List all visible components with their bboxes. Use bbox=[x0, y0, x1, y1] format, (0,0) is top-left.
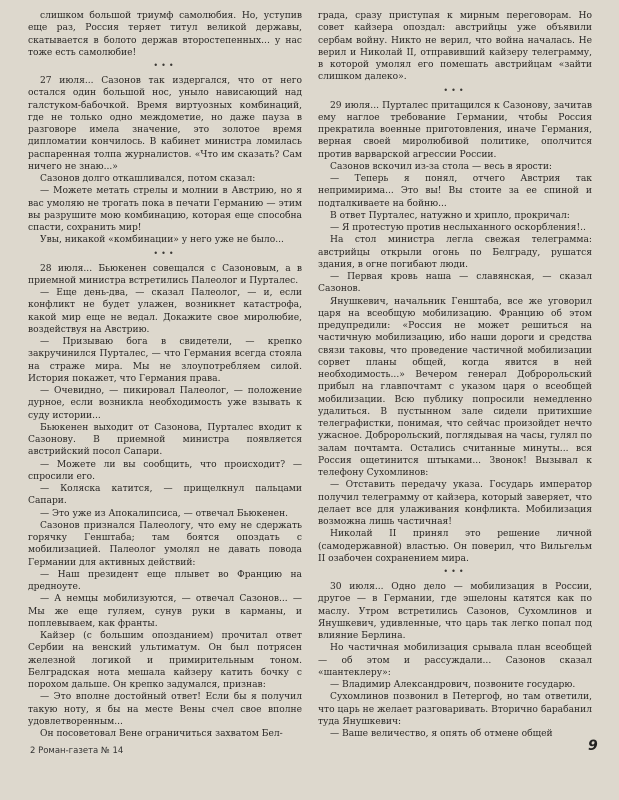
paragraph: 28 июля... Бьюкенен совещался с Сазоновым, а в приемной министра встретились Палеолог и Пурталес. bbox=[28, 263, 302, 286]
page-number: 9 bbox=[588, 738, 598, 754]
paragraph: слишком большой триумф самолюбия. Но, уступив еще раз, Россия теряет титул великой державы, скатывается в болото держав второстепенных... у нас тоже есть самолюбие! bbox=[28, 11, 302, 58]
paragraph: В ответ Пурталес, натужно и хрипло, прокричал: bbox=[330, 210, 570, 221]
section-separator: ••• bbox=[153, 61, 177, 70]
paragraph: — Еще день-два, — сказал Палеолог, — и, если конфликт не будет улажен, возникнет катастрофа, какой мир еще не ведал. Докажите свое миролюбие, воздействуя на Австрию. bbox=[28, 288, 302, 335]
paragraph: — Призываю бога в свидетели, — крепко закручинился Пурталес, — что Германия всегда стояла на страже мира. Мы не злоупотребляем силой. История покажет, что Германия права. bbox=[28, 337, 302, 384]
paragraph: — Я протестую против неслыханного оскорбления!.. bbox=[330, 223, 586, 233]
issue-label: 2 Роман-газета № 14 bbox=[30, 746, 124, 756]
paragraph: Сазонов признался Палеологу, что ему не сдержать горячку Генштаба; там боятся опоздать с мобилизацией. Палеолог умолял не давать повода Германии для активных действий: bbox=[28, 520, 302, 568]
paragraph: — Это вполне достойный ответ! Если бы я получил такую ноту, я бы на месте Вены счел свое вполне удовлетворенным... bbox=[28, 692, 302, 727]
paragraph: Но частичная мобилизация срывала план всеобщей — об этом и рассуждали... Сазонов сказал «шантеклеру»: bbox=[318, 643, 592, 678]
paragraph: 27 июля... Сазонов так издергался, что от него остался один большой нос, уныло нависающий над галстуком-бабочкой. Время виртуозных комбинаций, где не только одно междометие, но даже пауза в разговоре имела значение, это золотое время дипломатии кончилось. В кабинет министра ломилась распаренная толпа журналистов. «Что им сказать? Сам ничего не знаю...» bbox=[28, 76, 302, 172]
paragraph: 30 июля... Одно дело — мобилизация в России, другое — в Германии, где эшелоны катятся как по маслу. Утром встретились Сазонов, Сухомлинов и Янушкевич, удивленные, что царь так легко попал под влияние Берлина. bbox=[318, 582, 592, 641]
paragraph: — Первая кровь наша — славянская, — сказал Сазонов. bbox=[318, 272, 592, 295]
paragraph: На стол министра легла свежая телеграмма: австрийцы открыли огонь по Белграду, рушатся здания, в огне погибают люди. bbox=[318, 235, 592, 270]
paragraph: Бьюкенен выходит от Сазонова, Пурталес входит к Сазонову. В приемной министра появляется австрийский посол Сапари. bbox=[28, 422, 302, 458]
paragraph: — Наш президент еще плывет во Францию на дредноуте. bbox=[28, 569, 302, 592]
section-separator: ••• bbox=[153, 248, 177, 258]
paragraph: — Можете ли вы сообщить, что происходит? — спросили его. bbox=[28, 459, 302, 482]
paragraph: Сазонов долго откашливался, потом сказал: bbox=[40, 174, 256, 184]
paragraph: — Это уже из Апокалипсиса, — отвечал Бьюкенен. bbox=[40, 508, 289, 519]
paragraph: Янушкевич, начальник Генштаба, все же уговорил царя на всеобщую мобилизацию. Францию об этом предупредили: «Россия не может решиться на частичную мобилизацию, ибо наши дороги и средства связи таковы, что проведение частичной мобилизации сорвет планы общей, когда явится в ней необходимость...» Вечером генерал Добророльский прибыл на главпочтамт с указом царя о всеобщей мобилизации. Всю публику попросили немедленно удалиться. В пустынном зале сидели притихшие телеграфистки, понимая, что сейчас произойдет нечто ужасное. Добророльский, поглядывая на часы, гулял по залам почтамта. Остались считанные минуты... вся Россия ощетинится штыками... Звонок! Вызывал к телефону Сухомлинов: bbox=[318, 296, 592, 478]
paragraph: — Коляска катится, — прищелкнул пальцами Сапари. bbox=[28, 484, 302, 507]
paragraph: Сухомлинов позвонил в Петергоф, но там ответили, что царь не желает разговаривать. Вторично барабанил туда Янушкевич: bbox=[318, 692, 592, 727]
paragraph: Увы, никакой «комбинации» у него уже не было... bbox=[40, 235, 284, 246]
paragraph: — Владимир Александрович, позвоните государю. bbox=[330, 680, 576, 690]
section-separator: ••• bbox=[443, 85, 467, 95]
paragraph: Николай II принял это решение личной (самодержавной) властью. Он поверил, что Вильгельм II озабочен сохранением мира. bbox=[318, 529, 592, 564]
paragraph: Он посоветовал Вене ограничиться захватом Бел- bbox=[40, 729, 283, 739]
paragraph: — Можете метать стрелы и молнии в Австрию, но я вас умоляю не трогать пока в печати Германию — этим вы разрушите мою комбинацию, которая еще способна спасти, сохранить мир! bbox=[28, 186, 302, 233]
left-text-column bbox=[28, 10, 302, 740]
paragraph: — Очевидно, — пикировал Палеолог, — положение дурное, если возникла необходимость уже взывать к суду истории... bbox=[28, 386, 302, 421]
right-text-column bbox=[318, 10, 592, 740]
paragraph: 29 июля... Пурталес притащился к Сазонову, зачитав ему наглое требование Германии, чтобы Россия прекратила военные приготовления, иначе Германия, верная своей миролюбивой политике, ополчится против варварской агрессии России. bbox=[318, 100, 592, 160]
paragraph: Сазонов вскочил из-за стола — весь в ярости: bbox=[330, 161, 552, 172]
paragraph: Кайзер (с большим опозданием) прочитал ответ Сербии на венский ультиматум. Он был потрясен железной логикой и примирительным тоном. Белградская нота мешала кайзеру катить бочку с порохом дальше. Он крепко задумался, признав: bbox=[28, 631, 302, 690]
section-separator: ••• bbox=[443, 567, 467, 576]
paragraph: града, сразу приступая к мирным переговорам. Но совет кайзера опоздал: австрийцы уже объявили сербам войну. Никто не верил, что война началась. Не верил и Николай II, отправивший кайзеру телеграмму, в которой умолял его помешать австрийцам «зайти слишком далеко». bbox=[318, 11, 592, 83]
paragraph: — Отставить передачу указа. Государь император получил телеграмму от кайзера, который заверяет, что делает все для улаживания конфликта. Мобилизация возможна лишь частичная! bbox=[318, 480, 592, 527]
paragraph: — Теперь я понял, отчего Австрия так непримирима... Это вы! Вы стоите за ее спиной и подталкиваете на бойню... bbox=[318, 174, 592, 209]
paragraph: — Ваше величество, я опять об отмене общей bbox=[330, 729, 553, 739]
paragraph: — А немцы мобилизуются, — отвечал Сазонов... — Мы же еще гуляем, сунув руки в карманы, и поплевываем, как франты. bbox=[28, 594, 302, 629]
